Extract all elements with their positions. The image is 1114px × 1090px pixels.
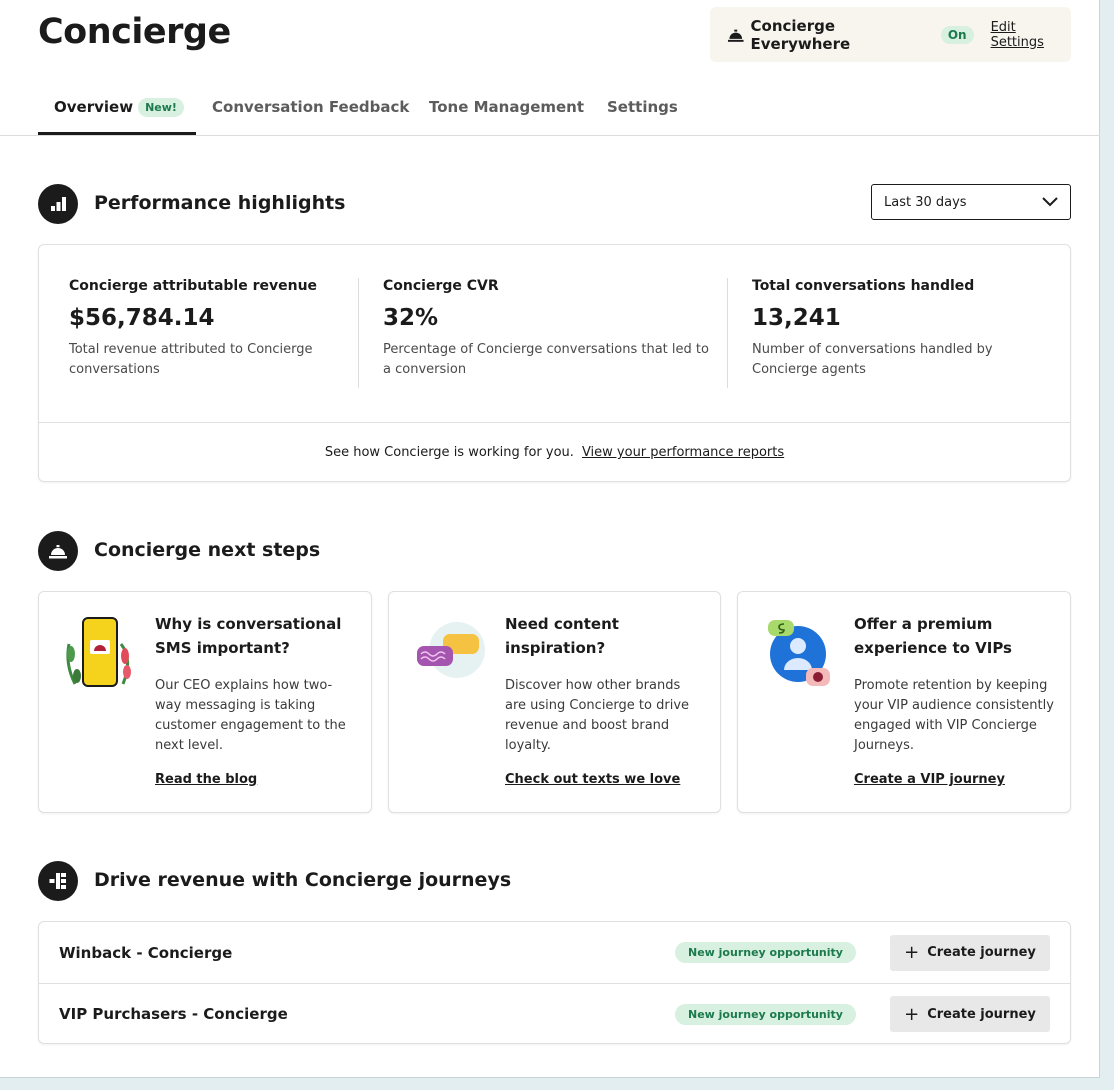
- journey-name: VIP Purchasers - Concierge: [59, 1005, 288, 1023]
- tab-overview[interactable]: [38, 88, 196, 135]
- next-step-card: [388, 591, 721, 813]
- metric-label: Concierge attributable revenue: [69, 278, 318, 294]
- plus-icon: +: [904, 1003, 920, 1025]
- journey-icon: [38, 861, 78, 901]
- card-desc: Discover how other brands are using Concierge to drive revenue and boost brand loyalty.: [505, 678, 690, 753]
- metric-conversations: [752, 278, 1012, 380]
- tab-label: Overview: [54, 98, 134, 116]
- tab-label: Tone Management: [429, 98, 585, 116]
- status-badge: On: [941, 26, 974, 44]
- tab-bar: [0, 88, 1100, 136]
- next-steps-title: Concierge next steps: [94, 539, 321, 561]
- bell-icon: [727, 26, 745, 44]
- tab-settings[interactable]: [607, 88, 678, 135]
- metric-desc: Total revenue attributed to Concierge conversations: [69, 342, 313, 377]
- performance-title: Performance highlights: [94, 192, 346, 214]
- phone-illustration-icon: [63, 614, 135, 694]
- metric-value: $56,784.14: [69, 305, 215, 331]
- metric-desc: Percentage of Concierge conversations that led to a conversion: [383, 342, 709, 377]
- metric-label: Total conversations handled: [752, 278, 975, 294]
- card-desc: Our CEO explains how two-way messaging is taking customer engagement to the next level.: [155, 678, 346, 753]
- edit-settings-link[interactable]: Edit Settings: [990, 19, 1044, 50]
- metric-value: 13,241: [752, 305, 841, 331]
- performance-card: [38, 244, 1071, 482]
- check-out-texts-link[interactable]: Check out texts we love: [505, 772, 681, 787]
- metric-revenue: [69, 278, 339, 380]
- concierge-everywhere-box: [710, 7, 1071, 62]
- create-vip-journey-link[interactable]: Create a VIP journey: [854, 772, 1005, 787]
- opportunity-badge: New journey opportunity: [675, 942, 856, 963]
- date-range-value: Last 30 days: [884, 194, 967, 210]
- metric-value: 32%: [383, 305, 439, 331]
- next-step-card: [38, 591, 372, 813]
- concierge-bell-icon: [38, 531, 78, 571]
- date-range-select[interactable]: [871, 184, 1071, 220]
- bar-chart-icon: [38, 184, 78, 224]
- vip-user-illustration-icon: [762, 614, 834, 694]
- read-the-blog-link[interactable]: Read the blog: [155, 772, 258, 787]
- chevron-down-icon: [1042, 197, 1058, 207]
- journey-row: [39, 983, 1070, 1044]
- metric-desc: Number of conversations handled by Concierge agents: [752, 342, 993, 377]
- opportunity-badge: New journey opportunity: [675, 1004, 856, 1025]
- tab-conversation-feedback[interactable]: [212, 88, 409, 135]
- journeys-card: [38, 921, 1071, 1044]
- footer-text: See how Concierge is working for you.: [324, 445, 574, 460]
- metric-label: Concierge CVR: [383, 278, 499, 294]
- performance-reports-link[interactable]: View your performance reports: [581, 445, 785, 460]
- page-title: Concierge: [38, 12, 231, 52]
- next-step-card: [737, 591, 1071, 813]
- card-title: Offer a premium experience to VIPs: [854, 615, 1012, 657]
- tab-tone-management[interactable]: [429, 88, 584, 135]
- divider: [358, 278, 359, 388]
- card-desc: Promote retention by keeping your VIP audience consistently engaged with VIP Concierge Journeys.: [854, 678, 1054, 753]
- button-label: Create journey: [927, 945, 1036, 960]
- journeys-title: Drive revenue with Concierge journeys: [94, 869, 512, 891]
- card-title: Need content inspiration?: [505, 615, 619, 657]
- card-title: Why is conversational SMS important?: [155, 615, 342, 657]
- performance-footer: [39, 422, 1070, 482]
- journey-row: [39, 922, 1070, 983]
- divider: [727, 278, 728, 388]
- tab-label: Conversation Feedback: [212, 98, 410, 116]
- new-badge: New!: [138, 98, 184, 117]
- journey-name: Winback - Concierge: [59, 943, 233, 962]
- button-label: Create journey: [927, 1006, 1036, 1022]
- chat-bubbles-illustration-icon: [413, 614, 485, 694]
- concierge-everywhere-label: Concierge Everywhere: [750, 16, 851, 53]
- metric-cvr: [383, 278, 713, 380]
- create-journey-button[interactable]: [890, 935, 1050, 971]
- create-journey-button[interactable]: [890, 996, 1050, 1032]
- tab-label: Settings: [607, 98, 678, 116]
- plus-icon: +: [904, 942, 920, 963]
